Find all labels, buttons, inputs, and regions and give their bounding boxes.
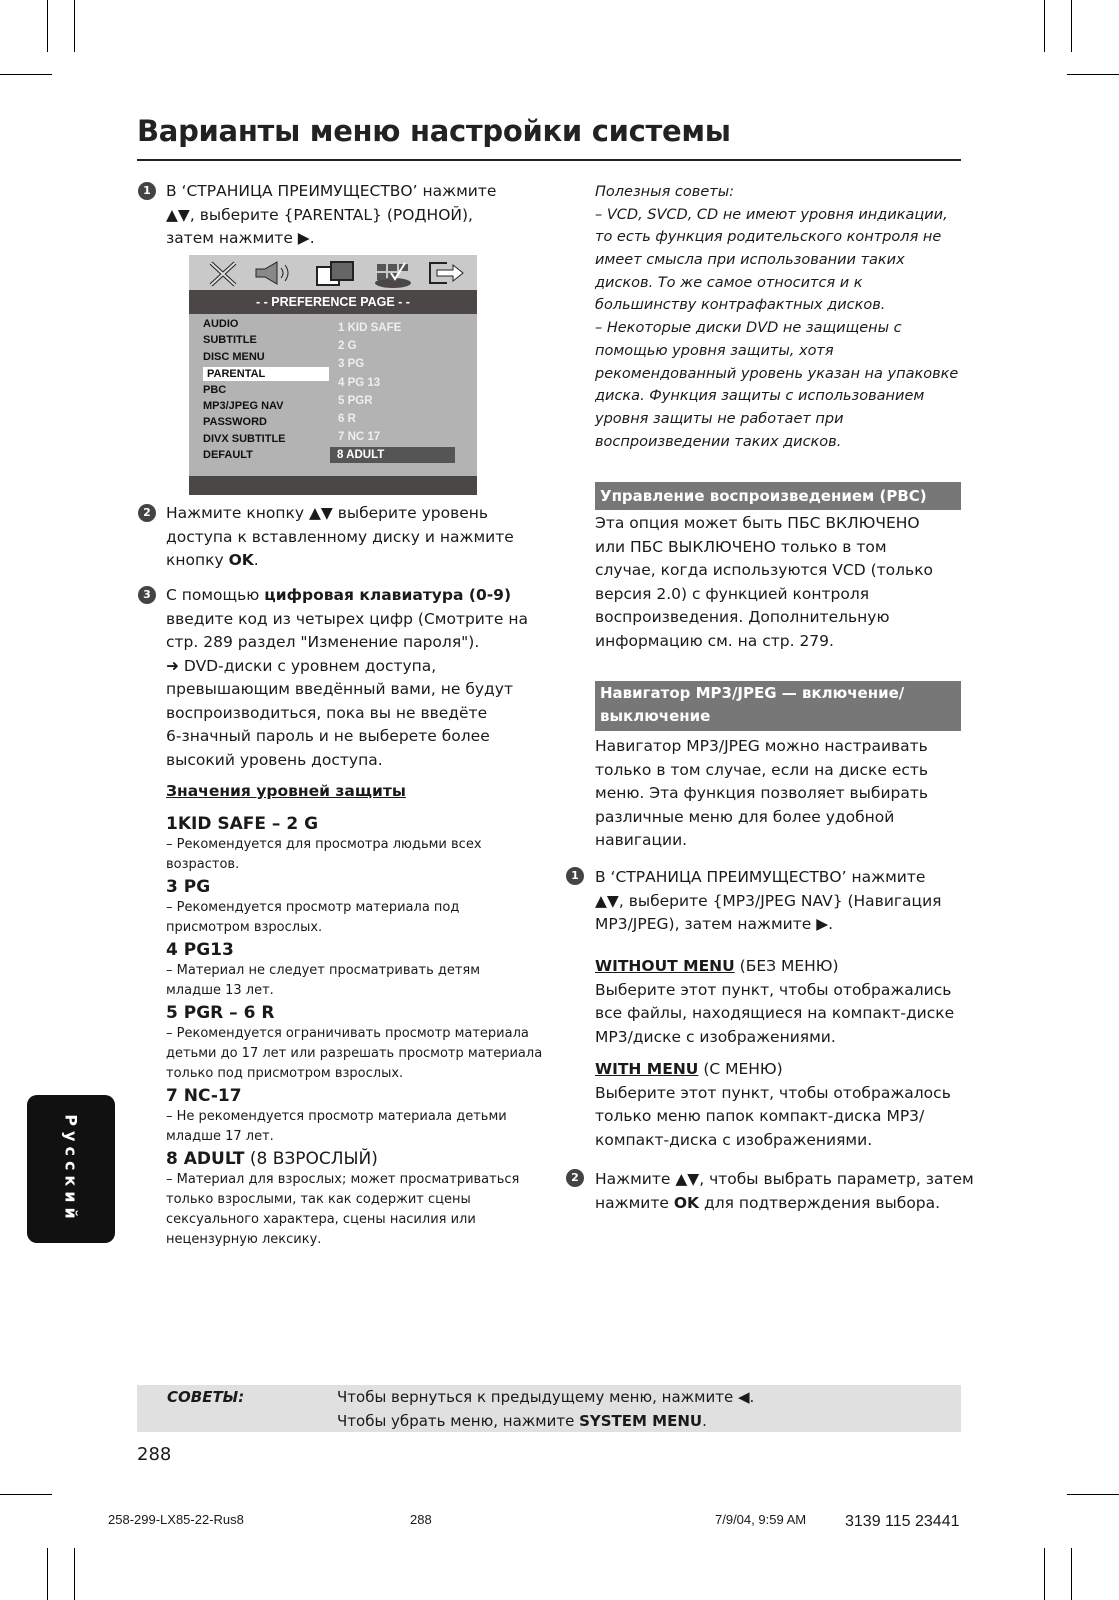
text-segment: воспроизводиться, пока вы не введёте [166, 703, 488, 722]
level-title-part: 3 PG [166, 877, 211, 897]
mp3-heading-line: выключение [600, 707, 711, 725]
text-segment: OK [673, 1193, 700, 1212]
level-title [166, 1085, 546, 1107]
text-line: – VCD, SVCD, CD не имеют уровня индикации, [595, 206, 948, 223]
with-menu-text [595, 1058, 951, 1152]
level-item [166, 1085, 546, 1147]
level-title [166, 1148, 546, 1170]
crop-mark [47, 1548, 48, 1600]
tips-label: СОВЕТЫ: [167, 1388, 245, 1406]
level-title [166, 939, 546, 961]
text-line [595, 1105, 951, 1129]
text-line: воспроизведении таких дисков. [595, 433, 842, 450]
text-line [595, 536, 933, 560]
level-title-part: 4 PG13 [166, 940, 234, 960]
text-line: – Рекомендуется ограничивать просмотр материала [166, 1026, 529, 1041]
text-line [166, 608, 528, 632]
text-line [166, 655, 528, 679]
text-segment: нажмите [595, 1193, 674, 1212]
text-line: то есть функция родительского контроля не [595, 229, 942, 246]
text-line [595, 1026, 954, 1050]
tools-icon [207, 259, 239, 287]
step-number-icon: 2 [138, 504, 156, 522]
text-segment: MP3/JPEG), затем нажмите ▶. [595, 915, 834, 933]
text-line [595, 912, 941, 936]
pbc-text [595, 512, 933, 653]
text-segment: или ПБС ВЫКЛЮЧЕНО только в том [595, 537, 887, 556]
footer-file: 258-299-LX85-22-Rus8 [108, 1512, 244, 1527]
crop-mark [1071, 1548, 1072, 1600]
text-line: диска. Функция защиты с использованием [595, 388, 925, 405]
text-segment: ➜ DVD-диски с уровнем доступа, [166, 656, 437, 675]
text-line: рекомендованный уровень указан на упаковке [595, 365, 959, 382]
text-line [595, 1082, 951, 1106]
osd-option-item: 8 ADULT [330, 447, 455, 463]
right-step2-text [595, 1168, 974, 1215]
tips-text [337, 1387, 754, 1434]
left-step3-text [166, 584, 528, 772]
footer-code: 3139 115 23441 [845, 1513, 960, 1530]
osd-header: - - PREFERENCE PAGE - - [189, 290, 477, 314]
level-title-part: 7 NC-17 [166, 1086, 242, 1106]
text-segment: Выберите этот пункт, чтобы отображалось [595, 1083, 951, 1102]
osd-option-item: 3 PG [338, 358, 365, 371]
osd-menu-item: PARENTAL [203, 367, 329, 381]
text-segment: Выберите этот пункт, чтобы отображались [595, 980, 952, 999]
text-segment: 6-значный пароль и не выберете более [166, 727, 490, 745]
text-segment: компакт-диска с изображениями. [595, 1130, 873, 1149]
parental-grid-icon [373, 259, 413, 289]
text-line [595, 1192, 974, 1216]
text-line [595, 559, 933, 583]
text-segment: цифровая клавиатура (0-9) [264, 586, 512, 604]
text-line: помощью уровня защиты, хотя [595, 342, 834, 359]
text-line [595, 1129, 951, 1153]
text-line: только под присмотром взрослых. [166, 1066, 404, 1081]
text-segment: Чтобы вернуться к предыдущему меню, нажмите ◀. [337, 1388, 755, 1406]
text-segment: Нажмите ▲▼, чтобы выбрать параметр, затем [595, 1170, 974, 1188]
text-line [595, 606, 933, 630]
text-segment: доступа к вставленному диску и нажмите [166, 527, 514, 546]
text-segment: Навигатор MP3/JPEG можно настраивать [595, 737, 928, 755]
text-segment: ▲▼, выберите {PARENTAL} (РОДНОЙ), [166, 205, 473, 224]
level-title [166, 1002, 546, 1024]
exit-icon [427, 259, 467, 287]
text-segment: В ‘СТРАНИЦА ПРЕИМУЩЕСТВО’ нажмите [166, 182, 497, 200]
film-icon [315, 259, 355, 287]
level-title-part: 8 ADULT [166, 1149, 245, 1169]
text-line [595, 512, 933, 536]
text-segment: В ‘СТРАНИЦА ПРЕИМУЩЕСТВО’ нажмите [595, 868, 926, 886]
text-line [595, 865, 941, 889]
text-line [595, 955, 954, 979]
text-line [595, 829, 928, 853]
step-number-icon: 2 [566, 1169, 584, 1187]
text-segment: MP3/диске с изображениями. [595, 1027, 836, 1046]
text-segment: (С МЕНЮ) [698, 1060, 783, 1078]
osd-option-item: 6 R [338, 413, 356, 425]
osd-menu-item: SUBTITLE [203, 334, 257, 347]
text-line [166, 526, 514, 550]
text-line [166, 631, 528, 655]
crop-mark [1067, 1494, 1119, 1495]
mp3-heading-line: Навигатор MP3/JPEG — включение/ [600, 684, 905, 702]
step-number-icon: 1 [138, 182, 156, 200]
osd-option-item: 4 PG 13 [338, 376, 381, 389]
footer-page: 288 [410, 1512, 432, 1527]
text-line [595, 1002, 954, 1026]
osd-option-item: 2 G [338, 340, 357, 353]
language-label: Русский [61, 1114, 81, 1224]
osd-icon-bar [189, 255, 477, 290]
left-step2-text [166, 502, 514, 573]
osd-menu-item: DIVX SUBTITLE [203, 432, 286, 445]
crop-mark [1067, 74, 1119, 75]
text-line [595, 806, 928, 830]
text-line: – Рекомендуется для просмотра людьми всех [166, 837, 482, 852]
level-description [166, 1170, 546, 1250]
step-number-icon: 1 [566, 867, 584, 885]
text-line: – Некоторые диски DVD не защищены с [595, 320, 902, 337]
text-line [595, 630, 933, 654]
crop-mark [0, 74, 52, 75]
mp3-heading [595, 681, 961, 731]
text-segment: ▲▼, выберите {MP3/JPEG NAV} (Навигация [595, 891, 942, 910]
text-segment: только в том случае, если на диске есть [595, 760, 929, 779]
level-title [166, 876, 546, 898]
level-description [166, 1107, 546, 1147]
text-line [595, 583, 933, 607]
text-segment: для подтверждения выбора. [699, 1193, 941, 1212]
text-line: присмотром взрослых. [166, 920, 323, 935]
text-line: младше 13 лет. [166, 983, 274, 998]
osd-footer-bar [189, 476, 477, 495]
right-step1-text [595, 865, 941, 936]
text-line [337, 1411, 754, 1435]
pbc-heading: Управление воспроизведением (PBC) [595, 482, 961, 510]
text-segment: информацию см. на стр. 279. [595, 631, 834, 650]
text-segment: Эта опция может быть ПБС ВКЛЮЧЕНО [595, 514, 920, 532]
text-line [595, 979, 954, 1003]
level-title-part: 1KID SAFE – 2 G [166, 814, 319, 834]
text-line: – Материал не следует просматривать детям [166, 963, 481, 978]
level-description [166, 1024, 546, 1084]
text-line: младше 17 лет. [166, 1129, 274, 1144]
crop-mark [0, 1494, 52, 1495]
osd-menu-item: PBC [203, 383, 227, 396]
level-description [166, 961, 546, 1001]
text-line [166, 725, 528, 749]
step-number-icon: 3 [138, 586, 156, 604]
text-segment: воспроизведения. Дополнительную [595, 608, 890, 626]
osd-menu-screenshot [189, 255, 477, 495]
crop-mark [74, 0, 75, 52]
text-line: – Материал для взрослых; может просматриваться [166, 1172, 520, 1187]
levels-list [166, 812, 546, 1250]
level-item [166, 1148, 546, 1250]
tips-bar [137, 1385, 961, 1432]
text-line [595, 759, 928, 783]
text-line: большинству контрафактных дисков. [595, 297, 886, 314]
level-description [166, 898, 546, 938]
text-segment: меню. Эта функция позволяет выбирать [595, 784, 929, 802]
text-segment: все файлы, находящиеся на компакт-диске [595, 1004, 955, 1022]
text-line [166, 180, 496, 204]
text-segment: . [702, 1411, 707, 1430]
text-line: возрастов. [166, 857, 240, 872]
text-segment: версия 2.0) с функцией контроля [595, 584, 870, 603]
text-line: детьми до 17 лет или разрешать просмотр материала [166, 1046, 543, 1061]
text-line: дисков. То же самое относится и к [595, 274, 863, 291]
text-line: – Не рекомендуется просмотр материала детьми [166, 1109, 507, 1124]
text-line [166, 204, 496, 228]
level-title-part: 5 PGR – 6 R [166, 1003, 275, 1023]
crop-mark [1071, 0, 1072, 52]
text-segment: . [253, 551, 259, 569]
page-title: Варианты меню настройки системы [137, 114, 731, 148]
without-menu-text [595, 955, 954, 1049]
level-item [166, 1002, 546, 1084]
osd-option-item: 1 KID SAFE [338, 322, 402, 334]
mp3-text [595, 735, 928, 853]
text-line [166, 227, 496, 251]
hints-text [595, 181, 958, 453]
language-side-tab [27, 1095, 115, 1243]
title-rule [137, 159, 961, 161]
osd-menu-item: PASSWORD [203, 416, 267, 429]
text-segment: различные меню для более удобной [595, 807, 895, 826]
text-line [166, 678, 528, 702]
osd-menu-item: DISC MENU [203, 350, 265, 363]
crop-mark [74, 1548, 75, 1600]
text-line: – Рекомендуется просмотр материала под [166, 900, 460, 915]
text-line [166, 584, 528, 608]
text-line: сексуального характера, сцены насилия или [166, 1212, 476, 1227]
left-step1-text [166, 180, 496, 251]
text-segment: С помощью [166, 586, 265, 604]
text-segment: WITHOUT MENU [595, 957, 735, 975]
osd-menu-item: DEFAULT [203, 449, 253, 462]
text-line [595, 1168, 974, 1192]
text-line [337, 1387, 754, 1411]
osd-menu-item: AUDIO [203, 318, 239, 330]
crop-mark [1044, 0, 1045, 52]
text-segment: SYSTEM MENU [579, 1411, 703, 1430]
speaker-icon [253, 259, 293, 287]
page-number: 288 [137, 1444, 172, 1465]
text-line [595, 889, 941, 913]
text-segment: Нажмите кнопку ▲▼ выберите уровень [166, 504, 489, 522]
text-segment: стр. 289 раздел "Изменение пароля"). [166, 633, 480, 651]
text-segment: OK [228, 551, 254, 569]
text-segment: кнопку [166, 551, 229, 569]
text-line: Полезныя советы: [595, 184, 735, 200]
osd-menu-item: MP3/JPEG NAV [203, 400, 284, 412]
text-segment: навигации. [595, 831, 688, 849]
text-line [595, 782, 928, 806]
text-segment: высокий уровень доступа. [166, 750, 383, 769]
text-line [595, 1058, 951, 1082]
text-segment: затем нажмите ▶. [166, 229, 315, 247]
text-line: нецензурную лексику. [166, 1232, 322, 1247]
text-segment: (БЕЗ МЕНЮ) [734, 957, 839, 975]
text-line [166, 702, 528, 726]
level-item [166, 813, 546, 875]
text-line: имеет смысла при использовании таких [595, 252, 905, 269]
levels-heading: Значения уровней защиты [166, 782, 406, 800]
text-line [166, 549, 514, 573]
crop-mark [1044, 1548, 1045, 1600]
text-segment: WITH MENU [595, 1060, 699, 1078]
text-segment: только меню папок компакт-диска MP3/ [595, 1107, 925, 1125]
crop-mark [47, 0, 48, 52]
text-line [166, 749, 528, 773]
osd-option-item: 5 PGR [338, 394, 373, 407]
text-segment: введите код из четырех цифр (Смотрите на [166, 609, 529, 628]
text-line [595, 735, 928, 759]
footer-date: 7/9/04, 9:59 AM [715, 1512, 807, 1527]
text-segment: случае, когда используются VCD (только [595, 561, 934, 579]
text-segment: превышающим введённый вами, не будут [166, 680, 513, 698]
text-segment: Чтобы убрать меню, нажмите [337, 1411, 580, 1430]
text-line: уровня защиты не работает при [595, 410, 844, 427]
level-item [166, 876, 546, 938]
text-line: только взрослыми, так как содержит сцены [166, 1192, 471, 1207]
osd-option-item: 7 NC 17 [338, 431, 381, 444]
level-description [166, 835, 546, 875]
level-item [166, 939, 546, 1001]
level-title-part: (8 ВЗРОСЛЫЙ) [244, 1149, 378, 1169]
text-line [166, 502, 514, 526]
level-title [166, 813, 546, 835]
